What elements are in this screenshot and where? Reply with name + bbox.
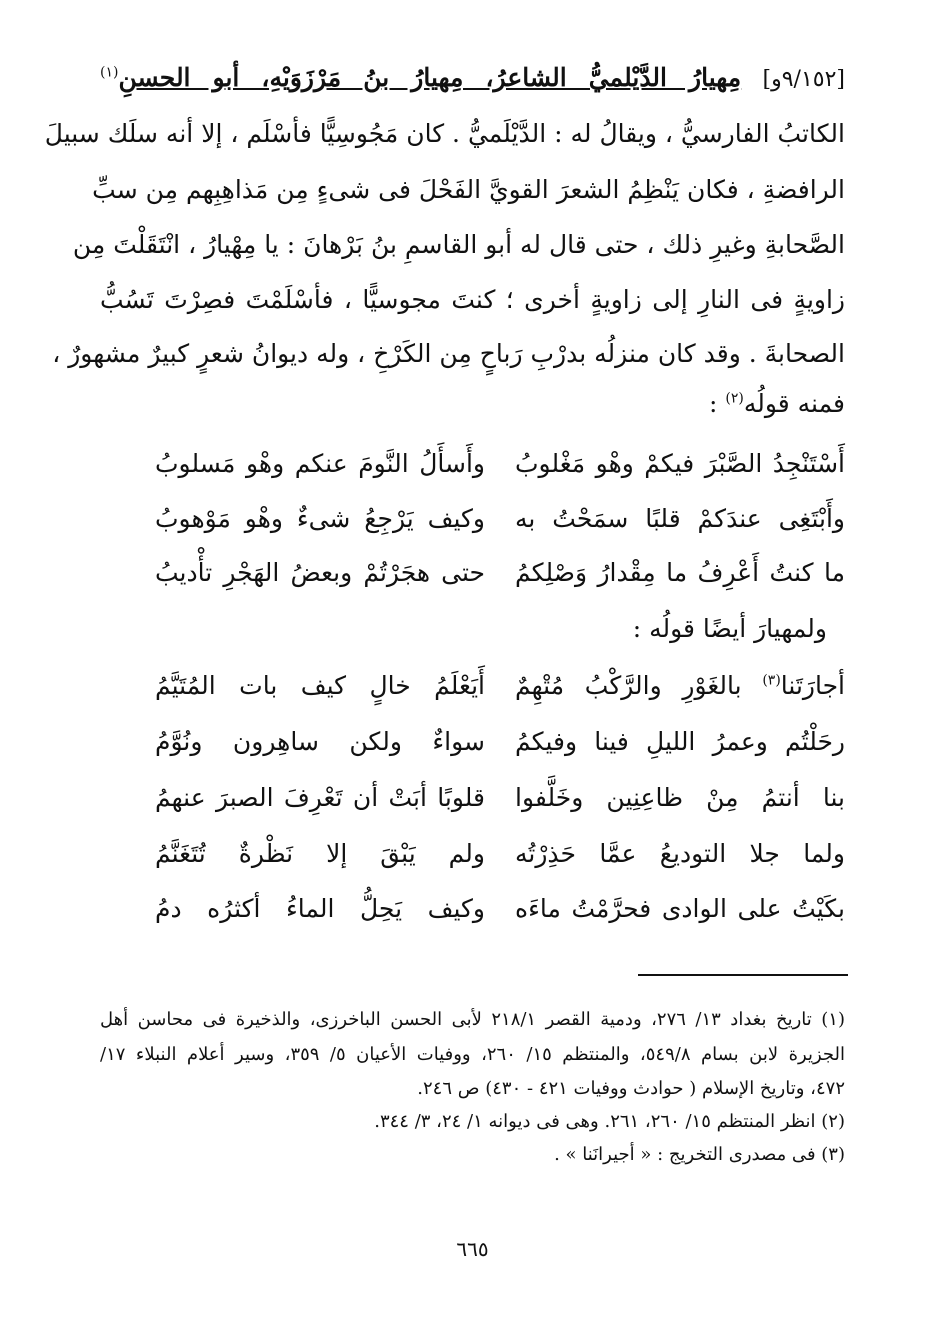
body-line-2: الرافضةِ ، فكان يَنْظِمُ الشعرَ القويَّ الفَحْلَ فى شىءٍ مِن مَذاهِبِهم مِن سبِّ: [92, 175, 845, 204]
footnote-marker-1: (١): [100, 64, 119, 81]
verse-4-rest: بالغَوْرِ والرَّكْبُ مُتْهِمٌ: [515, 671, 763, 700]
poem-intro-2: ولمهيارَ أيضًا قولُه :: [632, 614, 827, 643]
footnote-3: (٣) فى مصدرى التخريج : « أجيرانَنا » .: [554, 1144, 845, 1165]
verse-1-first-hemistich: أَسْتَنْجِدُ الصَّبْرَ فيكمْ وهْو مَغْلوبُ: [515, 449, 845, 478]
body-line-1: الكاتبُ الفارسيُّ ، ويقالُ له : الدَّيْلَميُّ . كان مَجُوسِيًّا فأسْلَم ، إلا أنه سلَك سبيلَ: [44, 119, 845, 148]
verse-6-second-hemistich: قلوبًا أبَتْ أن تَعْرِفَ الصبرَ عنهمُ: [155, 783, 485, 812]
verse-5-second-hemistich: سواءٌ ولكن ساهِرون ونُوَّمُ: [155, 727, 485, 756]
verse-8-first-hemistich: بكَيْتُ على الوادى فحرَّمْتُ ماءَه: [515, 894, 845, 923]
verse-8-second-hemistich: وكيف يَحِلُّ الماءُ أكثرُه دمُ: [155, 894, 485, 923]
verse-5-first-hemistich: رحَلْتُم وعمرُ الليلِ فينا وفيكمُ: [515, 727, 845, 756]
entry-title: مِهيارُ الدَّيْلميُّ الشاعرُ، مِهيارُ بنُ مَرْزَوَيْهِ، أبو الحسنِ: [118, 63, 742, 92]
folio-reference: [٩/١٥٢و]: [762, 67, 845, 92]
body-line-4: زاويةٍ فى النارِ إلى زاويةٍ أخرى ؛ كنتَ مجوسيًّا ، فأسْلَمْتَ فصِرْتَ تَسُبُّ: [100, 285, 845, 314]
entry-heading-line: [100, 62, 845, 95]
verse-4-first-hemistich: [515, 670, 845, 703]
footnote-marker-3: (٣): [762, 672, 781, 689]
verse-4-opening-word: أجارَتَنا: [780, 671, 845, 700]
page-number: ٦٦٥: [456, 1237, 489, 1261]
verse-4-second-hemistich: أَيَعْلَمُ خالٍ كيف بات المُتَيَّمُ: [155, 671, 485, 700]
footnote-1-line-3: ٤٧٢، وتاريخ الإسلام ( حوادث ووفيات ٤٢١ - ٤٣٠) ص ٢٤٦.: [417, 1078, 845, 1099]
footnote-2: (٢) انظر المنتظم ١٥/ ٢٦٠، ٢٦١. وهى فى ديوانه ١/ ٢٤، ٣/ ٣٤٤.: [374, 1111, 845, 1132]
body-line-3: الصَّحابةِ وغيرِ ذلك ، حتى قال له أبو القاسمِ بنُ بَرْهانَ : يا مِهْيارُ ، انْتَقَلْتَ مِن: [72, 230, 845, 259]
footnote-1-line-1: (١) تاريخ بغداد ١٣/ ٢٧٦، ودمية القصر ٢١٨/١ لأبى الحسن الباخرزى، والذخيرة فى محاسن أهل: [100, 1009, 845, 1030]
body-line-5: الصحابةَ . وقد كان منزلُه بدرْبِ رَباحٍ مِن الكَرْخِ ، وله ديوانُ شعرٍ كبيرٌ مشهورٌ ،: [52, 339, 845, 368]
footnote-1-line-2: الجزيرة لابن بسام ٥٤٩/٨، والمنتظم ١٥/ ٢٦٠، ووفيات الأعيان ٥/ ٣٥٩، وسير أعلام النبلاء ١٧/: [100, 1044, 845, 1065]
verse-3-first-hemistich: ما كنتُ أَعْرِفُ ما مِقْدارُ وَصْلِكمُ: [515, 558, 845, 587]
verse-7-first-hemistich: ولما جلا التوديعُ عمَّا حَذِرْتُه: [515, 839, 845, 868]
poem-intro-1: [709, 388, 845, 421]
footnote-separator: [638, 974, 848, 976]
verse-3-second-hemistich: حتى هجَرْتُمْ وبعضُ الهَجْرِ تأْديبُ: [155, 558, 485, 587]
intro-colon: :: [708, 389, 726, 418]
verse-7-second-hemistich: ولم يَبْقَ إلا نَظْرةٌ تُتَغَنَّمُ: [155, 839, 485, 868]
verse-2-second-hemistich: وكيف يَرْجِعُ شىءٌ وهْو مَوْهوبُ: [155, 504, 485, 533]
intro-text: فمنه قولُه: [743, 389, 845, 418]
verse-1-second-hemistich: وأَسأَلُ النَّومَ عنكم وهْو مَسلوبُ: [155, 449, 485, 478]
footnote-marker-2: (٢): [725, 390, 744, 407]
verse-6-first-hemistich: بنا أنتمُ مِنْ ظاعِنِين وخَلَّفوا: [515, 783, 845, 812]
verse-2-first-hemistich: وأَبْتَغِى عندَكمْ قلبًا سمَحْتُ به: [515, 504, 845, 533]
